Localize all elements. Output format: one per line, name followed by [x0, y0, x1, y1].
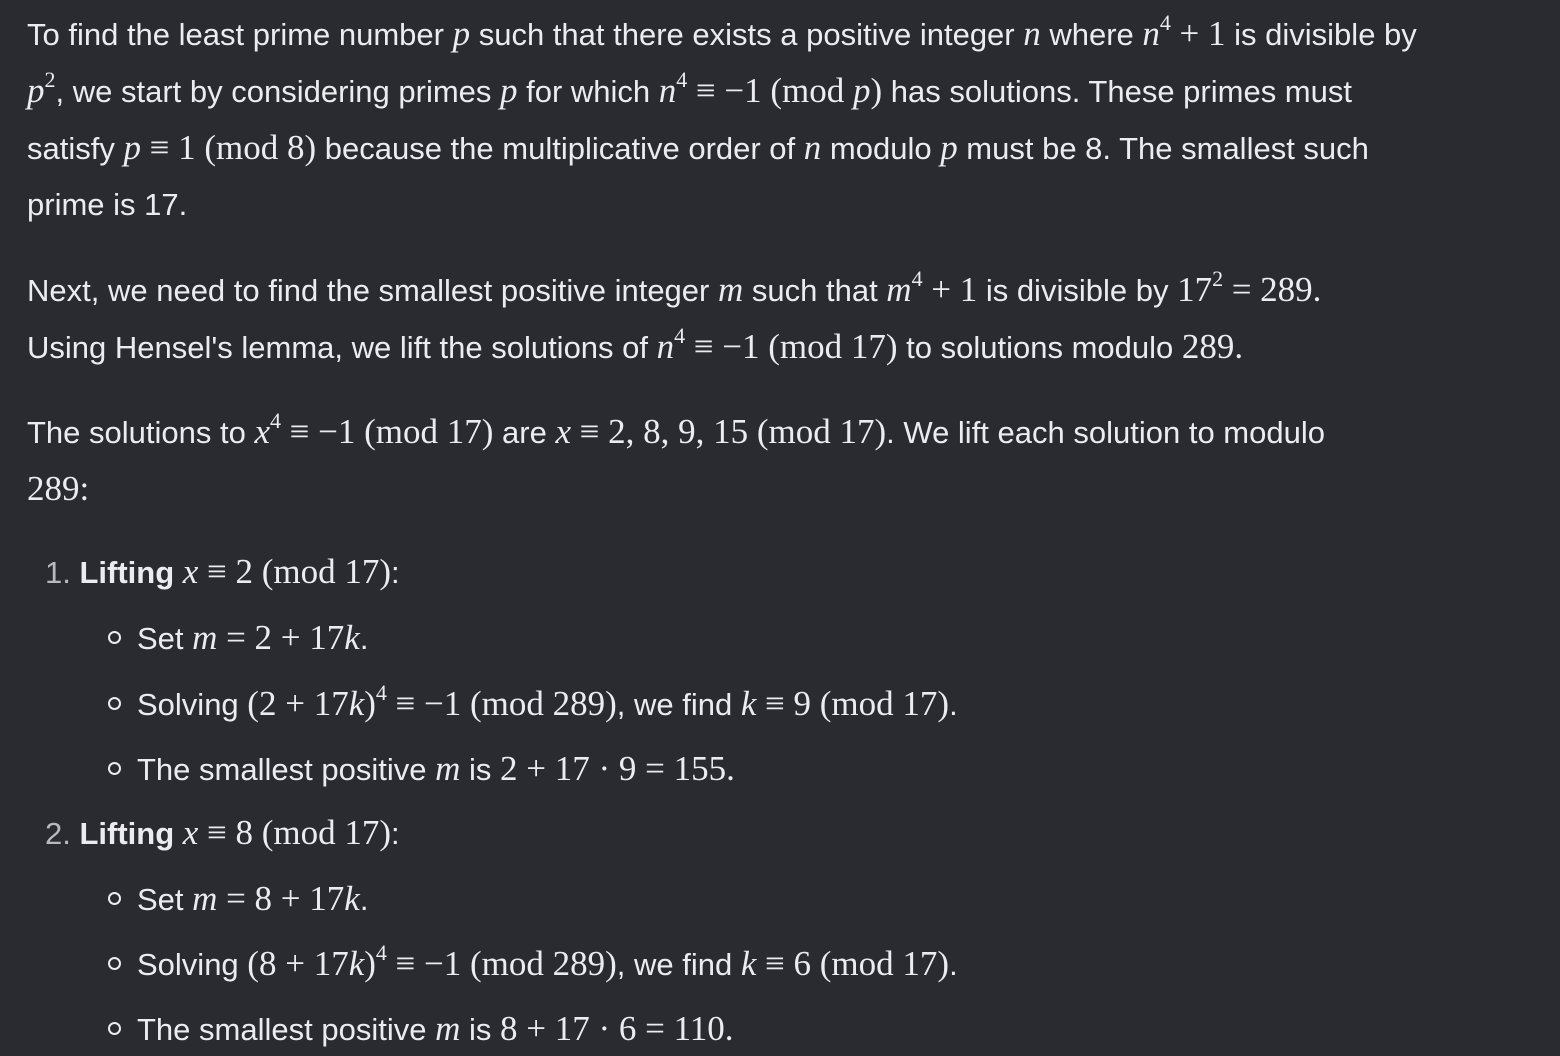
text-line — [27, 185, 187, 225]
math-expr: ) — [364, 944, 376, 983]
math-exponent: 2 — [1212, 265, 1224, 291]
text: is divisible by — [1225, 17, 1417, 52]
math-expr: ≡ 6 (mod 17) — [765, 944, 950, 983]
math-expr: ≡ 2 (mod 17) — [206, 552, 391, 591]
math-expr: ≡ 1 (mod 8) — [149, 128, 317, 167]
list-heading: Lifting — [79, 555, 183, 590]
bullet-circle-icon — [108, 957, 121, 970]
math-var: k — [348, 684, 365, 723]
math-var: k — [348, 944, 365, 983]
math-expr: ≡ 2, 8, 9, 15 (mod 17) — [579, 412, 887, 451]
math-expr: ≡ −1 (mod 289) — [395, 944, 617, 983]
text: has solutions. These primes must — [882, 74, 1352, 109]
math-var: m — [717, 270, 744, 309]
sub-bullet — [108, 749, 735, 790]
math-expr: 8 + 17 · 6 = 110. — [499, 1009, 734, 1048]
math-expr: ) — [364, 684, 376, 723]
math-var: n — [658, 71, 677, 110]
math-var: p — [500, 71, 518, 110]
text: . — [359, 882, 369, 917]
math-var: m — [886, 270, 912, 309]
text: must be 8. The smallest such — [957, 131, 1369, 166]
math-expr: ≡ −1 (mod — [695, 71, 854, 110]
math-var: p — [27, 71, 45, 110]
text: prime is 17. — [27, 187, 188, 222]
math-var: n — [1142, 14, 1160, 53]
list-heading: Lifting — [79, 816, 183, 851]
bullet-circle-icon — [108, 1022, 121, 1035]
text: is — [460, 1012, 500, 1047]
math-expr: 2 + 17 · 9 = 155. — [499, 749, 735, 788]
text: . — [949, 947, 958, 982]
text-line — [27, 265, 1322, 311]
math-var: k — [344, 879, 360, 918]
text-line — [27, 469, 89, 510]
math-var: p — [853, 71, 871, 110]
text: such that there exists a positive integer — [470, 17, 1024, 52]
text: Using Hensel's lemma, we lift the solutions of — [27, 330, 657, 365]
math-expr: ) — [870, 71, 883, 110]
text-line — [27, 66, 1352, 112]
math-expr: ≡ −1 (mod 289) — [395, 684, 617, 723]
text: Solving — [137, 947, 248, 982]
math-var: n — [656, 327, 675, 366]
math-var: m — [435, 1009, 461, 1048]
text: such that — [743, 273, 887, 308]
math-var: k — [740, 944, 757, 983]
math-expr: 17 — [1177, 270, 1213, 309]
text: The smallest positive — [137, 752, 436, 787]
math-exponent: 4 — [676, 66, 688, 92]
math-exponent: 4 — [911, 265, 923, 291]
math-var: x — [182, 813, 199, 852]
math-var: m — [435, 749, 461, 788]
math-expr: = 2 + 17 — [226, 618, 345, 657]
text: : — [390, 816, 400, 851]
text: because the multiplicative order of — [316, 131, 804, 166]
text: is — [460, 752, 500, 787]
text: The solutions to — [27, 415, 255, 450]
text: Set — [137, 621, 193, 656]
sub-bullet — [108, 939, 958, 985]
bullet-circle-icon — [108, 892, 121, 905]
math-var: p — [123, 128, 141, 167]
text: satisfy — [27, 131, 124, 166]
text: . We lift each solution to modulo — [886, 415, 1325, 450]
text: To find the least prime number — [27, 17, 453, 52]
list-number: 1. — [45, 555, 71, 590]
list-item — [45, 552, 400, 593]
math-exponent: 4 — [375, 939, 387, 965]
math-var: n — [803, 128, 822, 167]
math-var: m — [192, 879, 218, 918]
math-var: x — [555, 412, 571, 451]
math-var: m — [192, 618, 218, 657]
text: Set — [137, 882, 193, 917]
math-exponent: 4 — [674, 322, 686, 348]
math-var: x — [182, 552, 199, 591]
sub-bullet — [108, 679, 958, 725]
math-var: x — [254, 412, 271, 451]
math-expr: (8 + 17 — [247, 944, 349, 983]
text: . — [359, 621, 369, 656]
text: Next, we need to find the smallest positive integer — [27, 273, 718, 308]
text: Solving — [137, 687, 248, 722]
text: where — [1040, 17, 1143, 52]
text-line — [27, 128, 1369, 169]
math-expr: = 8 + 17 — [226, 879, 345, 918]
sub-bullet — [108, 618, 368, 659]
math-var: n — [1023, 14, 1041, 53]
math-exponent: 4 — [270, 407, 282, 433]
math-var: k — [344, 618, 360, 657]
text: : — [390, 555, 400, 590]
text: for which — [517, 74, 659, 109]
text: modulo — [821, 131, 941, 166]
text: , we find — [616, 687, 741, 722]
sub-bullet — [108, 879, 368, 920]
sub-bullet — [108, 1009, 734, 1050]
text: , we start by considering primes — [55, 74, 501, 109]
math-expr: ≡ −1 (mod 17) — [693, 327, 898, 366]
list-number: 2. — [45, 816, 71, 851]
math-var: k — [740, 684, 757, 723]
math-expr: ≡ 8 (mod 17) — [206, 813, 391, 852]
math-exponent: 2 — [44, 66, 56, 92]
math-exponent: 4 — [375, 679, 387, 705]
text: The smallest positive — [137, 1012, 436, 1047]
math-var: p — [940, 128, 958, 167]
text: are — [493, 415, 556, 450]
math-expr: (2 + 17 — [247, 684, 349, 723]
bullet-circle-icon — [108, 762, 121, 775]
math-expr: 289: — [27, 469, 90, 508]
text: to solutions modulo — [897, 330, 1182, 365]
list-item — [45, 813, 400, 854]
text: . — [949, 687, 958, 722]
text: , we find — [616, 947, 741, 982]
bullet-circle-icon — [108, 631, 121, 644]
text-line — [27, 9, 1417, 55]
text-line — [27, 322, 1244, 368]
math-expr: = 289. — [1231, 270, 1322, 309]
math-expr: 289. — [1181, 327, 1244, 366]
math-exponent: 4 — [1159, 9, 1171, 35]
text: is divisible by — [977, 273, 1178, 308]
math-var: p — [452, 14, 471, 53]
math-expr: + 1 — [1179, 14, 1226, 53]
bullet-circle-icon — [108, 697, 121, 710]
text-line — [27, 407, 1325, 453]
math-expr: + 1 — [931, 270, 978, 309]
math-expr: ≡ −1 (mod 17) — [289, 412, 494, 451]
math-expr: ≡ 9 (mod 17) — [765, 684, 950, 723]
